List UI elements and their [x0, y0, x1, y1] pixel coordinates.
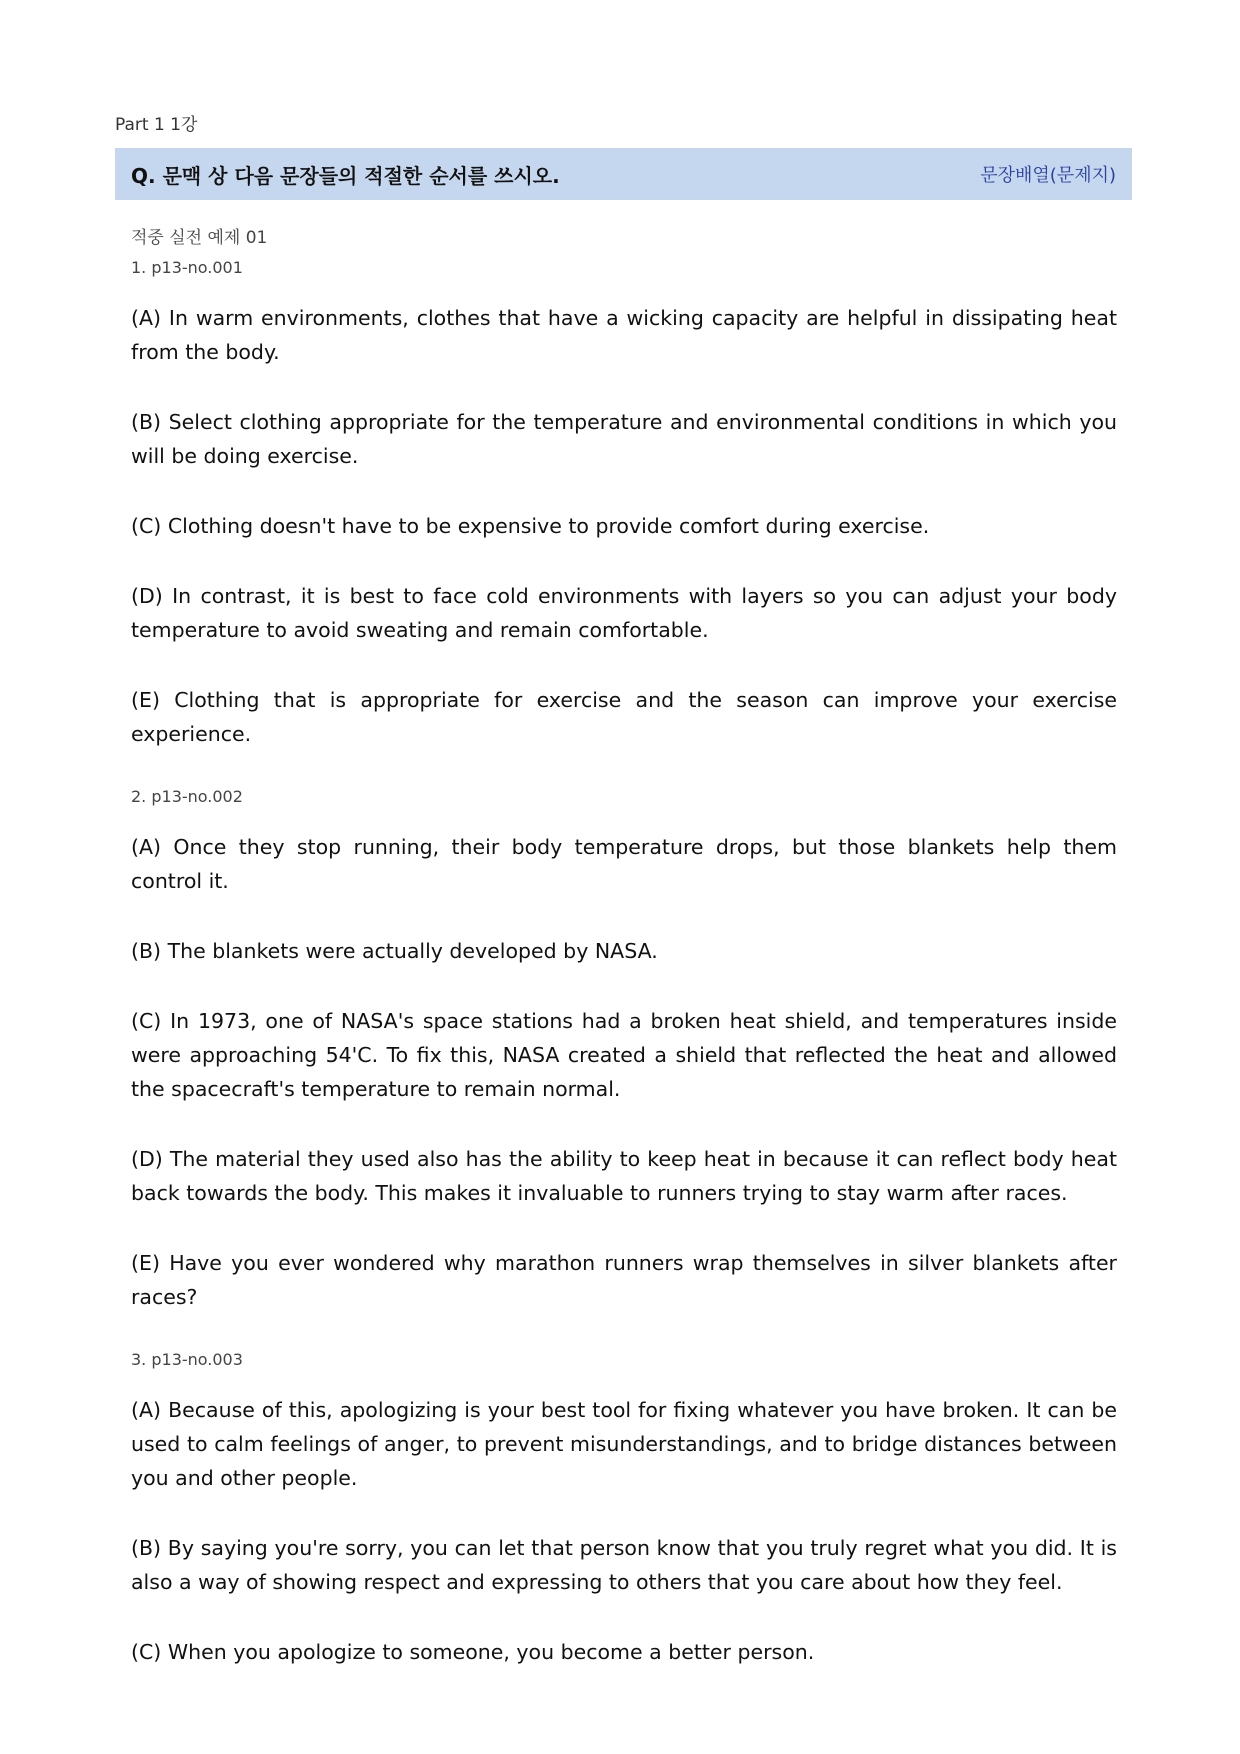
question-label: 2. p13-no.002	[131, 787, 243, 806]
sentence-c: (C) In 1973, one of NASA's space stations had a broken heat shield, and temperatures inside were approaching 54'C. To fix this, NASA created a shield that reflected the heat and allowed the spacecraft's temperature to remain normal.	[131, 1009, 1117, 1101]
question-label: 1. p13-no.001	[131, 258, 243, 277]
sentence-b: (B) Select clothing appropriate for the temperature and environmental conditions in which you will be doing exercise.	[131, 410, 1117, 468]
sentence-d: (D) In contrast, it is best to face cold environments with layers so you can adjust your body temperature to avoid sweating and remain comfortable.	[131, 584, 1117, 642]
question-header-bar	[115, 148, 1132, 200]
questions-content	[131, 223, 1117, 1705]
sentence-e: (E) Have you ever wondered why marathon runners wrap themselves in silver blankets after races?	[131, 1251, 1117, 1309]
sentence-c: (C) When you apologize to someone, you become a better person.	[131, 1640, 815, 1664]
sentence-b: (B) The blankets were actually developed by NASA.	[131, 939, 658, 963]
sentence-a: (A) In warm environments, clothes that have a wicking capacity are helpful in dissipating heat from the body.	[131, 306, 1117, 364]
section-title: 적중 실전 예제 01	[131, 228, 268, 248]
sentence-c: (C) Clothing doesn't have to be expensive to provide comfort during exercise.	[131, 514, 930, 538]
part-label: Part 1 1강	[115, 115, 198, 135]
question-label: 3. p13-no.003	[131, 1350, 243, 1369]
sentence-e: (E) Clothing that is appropriate for exercise and the season can improve your exercise experience.	[131, 688, 1117, 746]
sentence-a: (A) Because of this, apologizing is your best tool for fixing whatever you have broken. It can be used to calm feelings of anger, to prevent misunderstandings, and to bridge distances between you and other people.	[131, 1398, 1117, 1490]
sentence-d: (D) The material they used also has the ability to keep heat in because it can reflect body heat back towards the body. This makes it invaluable to runners trying to stay warm after races.	[131, 1147, 1117, 1205]
question-instruction: Q. 문맥 상 다음 문장들의 적절한 순서를 쓰시오.	[131, 163, 560, 188]
worksheet-type-tag: 문장배열(문제지)	[980, 165, 1116, 186]
sentence-b: (B) By saying you're sorry, you can let that person know that you truly regret what you did. It is also a way of showing respect and expressing to others that you care about how they feel.	[131, 1536, 1117, 1594]
sentence-a: (A) Once they stop running, their body temperature drops, but those blankets help them control it.	[131, 835, 1117, 893]
